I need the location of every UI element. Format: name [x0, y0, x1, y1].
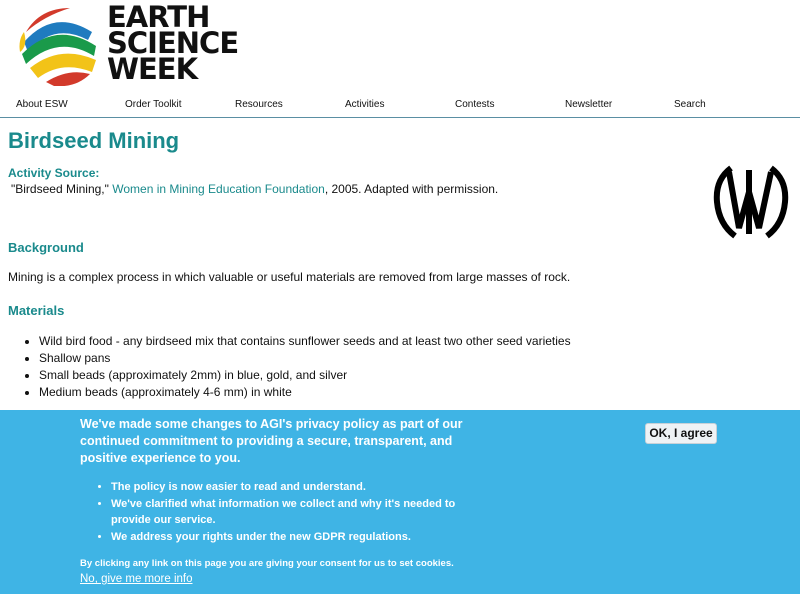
nav-item-contests[interactable]: Contests	[455, 99, 495, 110]
source-post: , 2005. Adapted with permission.	[324, 182, 499, 196]
list-item: • Wild bird food - any birdseed mix that contains sunflower seeds and at least two other seed varieties	[39, 333, 708, 350]
privacy-message: We've made some changes to AGI's privacy policy as part of our continued commitment to providing a secure, transparent, and positive experience to you.	[80, 417, 463, 465]
list-item: • Shallow pans	[39, 350, 708, 367]
page-title: Birdseed Mining	[8, 128, 180, 153]
privacy-banner	[0, 410, 800, 594]
nav-item-about-esw[interactable]: About ESW	[16, 99, 68, 110]
privacy-points	[97, 479, 497, 545]
nav-item-resources[interactable]: Resources	[235, 99, 283, 110]
nav-item-activities[interactable]: Activities	[345, 99, 385, 110]
main-content	[8, 128, 708, 401]
logo-line: SCIENCE	[107, 26, 239, 60]
site-header	[0, 0, 800, 118]
wim-logo-icon	[713, 162, 789, 240]
background-text: Mining is a complex process in which valuable or useful materials are removed from large masses of rock.	[8, 270, 571, 284]
materials-heading: Materials	[8, 303, 65, 318]
cookie-consent-text: By clicking any link on this page you are giving your consent for us to set cookies.	[80, 558, 454, 569]
ok-agree-button[interactable]: OK, I agree	[645, 423, 717, 444]
nav-item-newsletter[interactable]: Newsletter	[565, 99, 613, 110]
source-pre: "Birdseed Mining,"	[11, 182, 113, 196]
more-info-link[interactable]: No, give me more info	[80, 573, 193, 585]
logo-wordmark	[107, 0, 239, 86]
activity-source-label: Activity Source:	[8, 166, 100, 180]
nav-item-order-toolkit[interactable]: Order Toolkit	[125, 99, 182, 110]
list-item: • We address your rights under the new GDPR regulations.	[111, 529, 497, 546]
background-heading: Background	[8, 240, 84, 255]
nav-item-search[interactable]: Search	[674, 99, 706, 110]
activity-source-text	[11, 182, 708, 196]
list-item: • We've clarified what information we collect and why it's needed to provide our service.	[111, 496, 497, 529]
list-item: • The policy is now easier to read and understand.	[111, 479, 497, 496]
globe-logo-icon	[14, 2, 100, 86]
materials-list	[39, 333, 708, 401]
earth-science-week-logo[interactable]	[14, 2, 244, 86]
logo-line: WEEK	[107, 52, 198, 86]
source-link[interactable]: Women in Mining Education Foundation	[112, 182, 325, 196]
list-item: • Small beads (approximately 2mm) in blue, gold, and silver	[39, 367, 708, 384]
list-item: • Medium beads (approximately 4-6 mm) in white	[39, 384, 708, 401]
logo-line: EARTH	[107, 0, 210, 34]
main-nav	[0, 99, 800, 113]
